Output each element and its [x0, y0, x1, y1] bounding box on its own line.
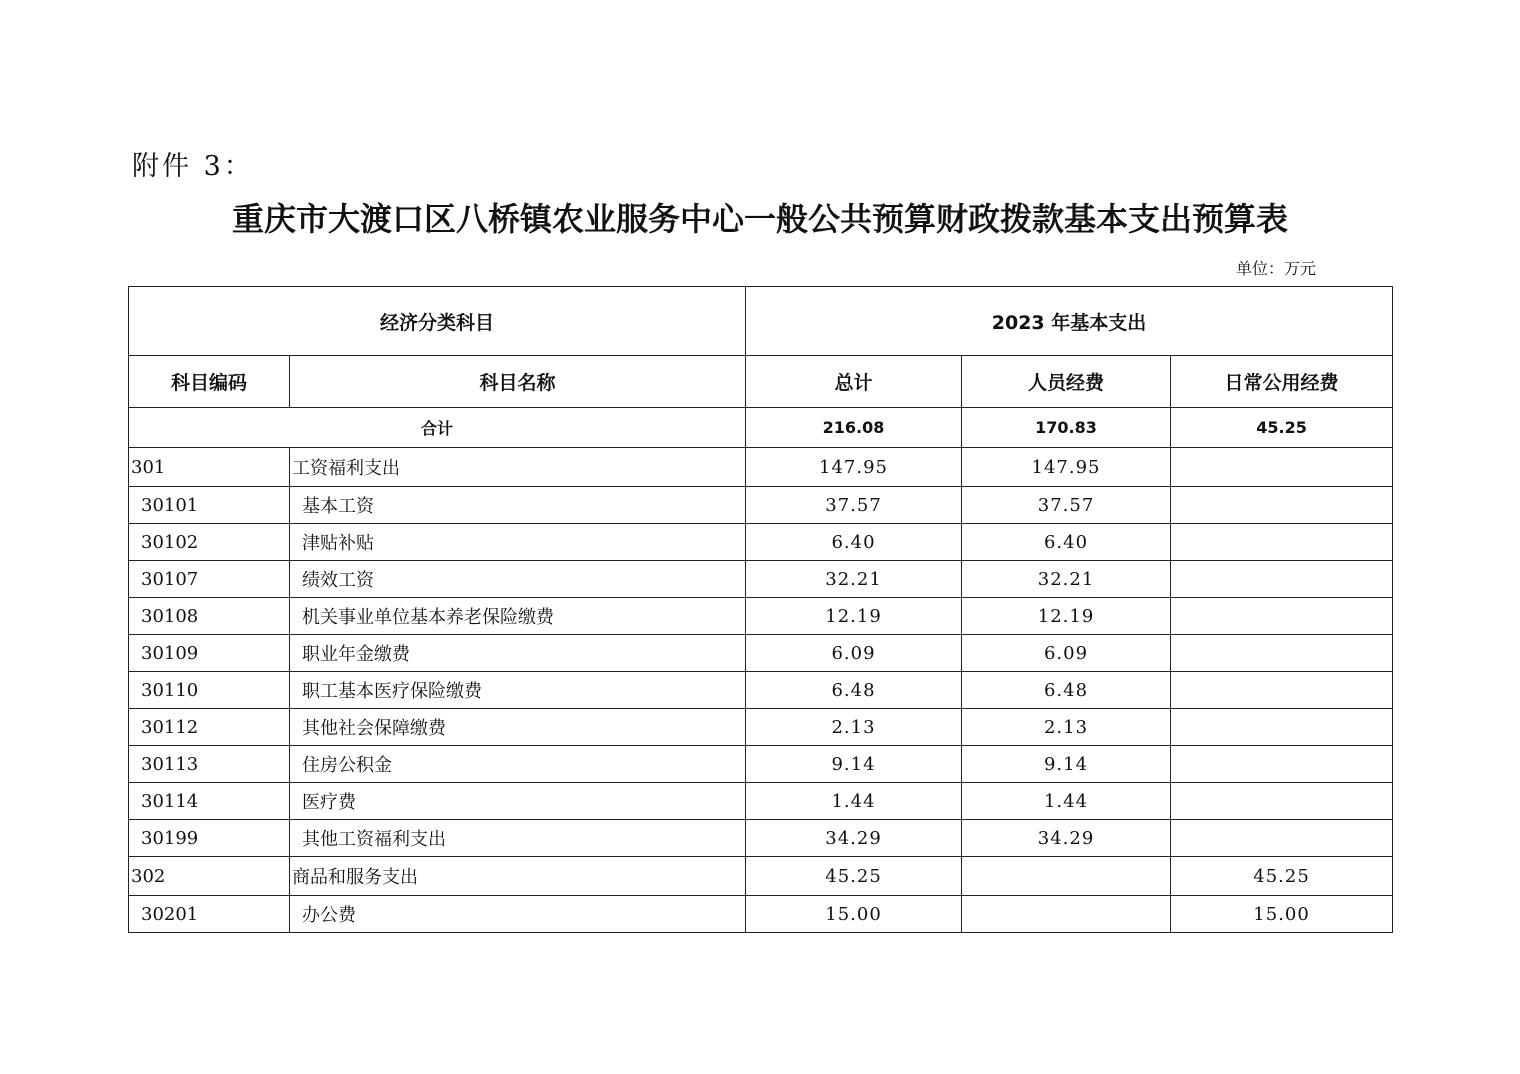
row-public	[1171, 635, 1393, 672]
row-name: 办公费	[290, 896, 746, 933]
total-row	[129, 408, 1393, 448]
unit-label: 单位：万元	[1236, 259, 1317, 278]
row-personnel: 32.21	[962, 561, 1171, 598]
row-name: 基本工资	[290, 487, 746, 524]
row-public	[1171, 524, 1393, 561]
row-personnel: 9.14	[962, 746, 1171, 783]
table-row	[129, 896, 1393, 933]
row-code: 30110	[129, 672, 290, 709]
row-personnel: 2.13	[962, 709, 1171, 746]
row-code: 30114	[129, 783, 290, 820]
row-personnel: 6.48	[962, 672, 1171, 709]
row-total: 34.29	[746, 820, 962, 857]
attachment-label: 附件 3：	[132, 151, 254, 182]
row-personnel	[962, 857, 1171, 896]
row-personnel: 12.19	[962, 598, 1171, 635]
row-name: 绩效工资	[290, 561, 746, 598]
row-public	[1171, 561, 1393, 598]
table-row	[129, 672, 1393, 709]
page-title: 重庆市大渡口区八桥镇农业服务中心一般公共预算财政拨款基本支出预算表	[231, 200, 1288, 238]
row-personnel: 6.40	[962, 524, 1171, 561]
row-public	[1171, 783, 1393, 820]
table-row	[129, 783, 1393, 820]
row-personnel: 147.95	[962, 448, 1171, 487]
row-total: 45.25	[746, 857, 962, 896]
row-personnel: 34.29	[962, 820, 1171, 857]
row-name: 其他社会保障缴费	[290, 709, 746, 746]
header-code: 科目编码	[129, 356, 290, 408]
row-total: 15.00	[746, 896, 962, 933]
row-total: 12.19	[746, 598, 962, 635]
row-public	[1171, 820, 1393, 857]
table-row	[129, 487, 1393, 524]
table-row	[129, 857, 1393, 896]
row-public	[1171, 746, 1393, 783]
table-group-header-row	[129, 287, 1393, 356]
header-total: 总计	[746, 356, 962, 408]
row-public: 45.25	[1171, 857, 1393, 896]
table-row	[129, 524, 1393, 561]
row-total: 37.57	[746, 487, 962, 524]
header-public: 日常公用经费	[1171, 356, 1393, 408]
row-personnel: 6.09	[962, 635, 1171, 672]
row-name: 工资福利支出	[290, 448, 746, 487]
row-total: 2.13	[746, 709, 962, 746]
table-row	[129, 820, 1393, 857]
row-total: 6.48	[746, 672, 962, 709]
total-personnel: 170.83	[962, 408, 1171, 448]
table-row	[129, 448, 1393, 487]
table-row	[129, 746, 1393, 783]
row-code: 30108	[129, 598, 290, 635]
table-column-header-row	[129, 356, 1393, 408]
row-total: 1.44	[746, 783, 962, 820]
row-personnel	[962, 896, 1171, 933]
row-code: 30199	[129, 820, 290, 857]
table-row	[129, 598, 1393, 635]
total-label: 合计	[129, 408, 746, 448]
row-name: 职业年金缴费	[290, 635, 746, 672]
row-name: 职工基本医疗保险缴费	[290, 672, 746, 709]
budget-table	[128, 286, 1393, 933]
row-name: 机关事业单位基本养老保险缴费	[290, 598, 746, 635]
row-total: 147.95	[746, 448, 962, 487]
row-code: 30112	[129, 709, 290, 746]
row-name: 津贴补贴	[290, 524, 746, 561]
row-name: 医疗费	[290, 783, 746, 820]
row-public	[1171, 709, 1393, 746]
row-code: 302	[129, 857, 290, 896]
header-classification: 经济分类科目	[129, 287, 746, 356]
row-personnel: 1.44	[962, 783, 1171, 820]
row-public	[1171, 487, 1393, 524]
row-code: 301	[129, 448, 290, 487]
table-row	[129, 561, 1393, 598]
total-total: 216.08	[746, 408, 962, 448]
row-personnel: 37.57	[962, 487, 1171, 524]
row-code: 30107	[129, 561, 290, 598]
row-total: 6.40	[746, 524, 962, 561]
table-row	[129, 635, 1393, 672]
row-total: 32.21	[746, 561, 962, 598]
row-total: 6.09	[746, 635, 962, 672]
row-code: 30113	[129, 746, 290, 783]
row-total: 9.14	[746, 746, 962, 783]
row-public	[1171, 448, 1393, 487]
row-code: 30109	[129, 635, 290, 672]
total-public: 45.25	[1171, 408, 1393, 448]
table-row	[129, 709, 1393, 746]
row-code: 30102	[129, 524, 290, 561]
row-code: 30101	[129, 487, 290, 524]
row-name: 住房公积金	[290, 746, 746, 783]
row-public	[1171, 598, 1393, 635]
header-personnel: 人员经费	[962, 356, 1171, 408]
row-name: 其他工资福利支出	[290, 820, 746, 857]
row-public	[1171, 672, 1393, 709]
header-name: 科目名称	[290, 356, 746, 408]
row-name: 商品和服务支出	[290, 857, 746, 896]
row-public: 15.00	[1171, 896, 1393, 933]
header-year-expenditure: 2023 年基本支出	[746, 287, 1393, 356]
row-code: 30201	[129, 896, 290, 933]
